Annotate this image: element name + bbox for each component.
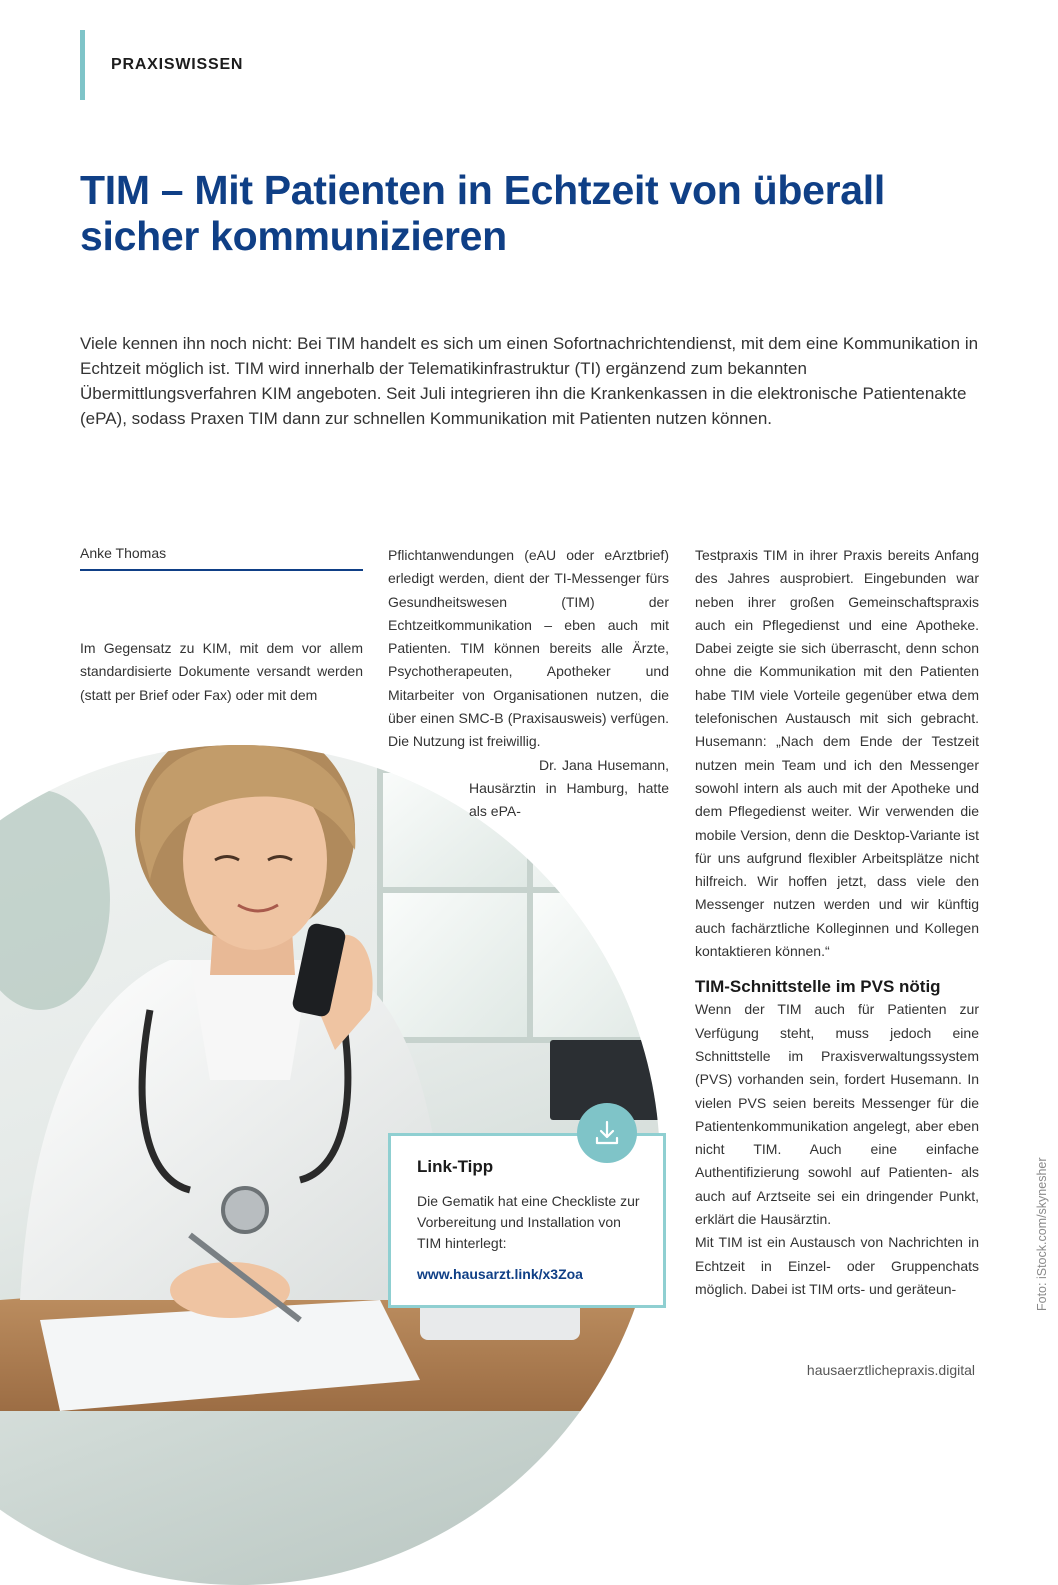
section-label: PRAXISWISSEN [111,56,244,73]
doctor-illustration [0,745,660,1411]
col2-paragraph-b: Dr. Jana Husemann, Hausärztin in Hamburg, hatte als ePA- [469,756,669,820]
article-lead: Viele kennen ihn noch nicht: Bei TIM handelt es sich um einen Sofortnachrichtendienst, mit dem eine Kommunikation in Echtzeit möglich ist. TIM wird innerhalb der Telematikinfrastruktur (TI) ergänzend zum bekannten Übermittlungsverfahren KIM angeboten. Seit Juli integrieren ihn die Krankenkassen in die elektronische Patientenakte (ePA), sodass Praxen TIM dann zur schnellen Kommunikation mit Patienten nutzen können. [80,334,979,428]
link-tip-url[interactable]: www.hausarzt.link/x3Zoa [417,1266,583,1282]
col3-paragraph: Testpraxis TIM in ihrer Praxis bereits Anfang des Jahres ausprobiert. Eingebunden war neben ihrer großen Gemeinschaftspraxis auch ein Pflegedienst und eine Apotheke. Dabei zeigte sie sich überrascht, denn schon ohne die Kommunikation mit den Patienten habe TIM viele Vorteile gegenüber etwa dem telefonischen Austausch mit sich gebracht. Husemann: „Nach dem Ende der Testzeit nutzen mein Team und ich den Messenger sowohl intern als auch mit der Apotheke und dem Pflegedienst weiter. Wir verwenden die mobile Version, denn die Desktop-Variante ist für uns aufgrund flexibler Arbeitsplätze nicht hilfreich. Wir hoffen jetzt, dass viele den Messenger nutzen werden und wir künftig auch fachärztliche Kolleginnen und Kollegen kontaktieren können.“ [695,547,979,960]
download-icon [577,1103,637,1163]
photo-credit: Foto: iStock.com/skynesher [1035,1157,1049,1311]
author-rule [80,569,363,571]
section-accent-bar [80,30,85,100]
col3-paragraph-c: Mit TIM ist ein Austausch von Nachrichten in Echtzeit in Einzel- oder Gruppenchats möglich. Dabei ist TIM orts- und geräteun- [695,1234,979,1297]
footer-site: hausaerztlichepraxis.digital [806,1362,975,1378]
col1-paragraph: Im Gegensatz zu KIM, mit dem vor allem standardisierte Dokumente versandt werden (statt per Brief oder Fax) oder mit dem [80,640,363,703]
col3-paragraph-b: Wenn der TIM auch für Patienten zur Verfügung steht, muss jedoch eine Schnittstelle im Praxisverwaltungssystem (PVS) vorhanden sein, fordert Husemann. In vielen PVS seien bereits Messenger für die Patientenkommunikation angelegt, aber eben nicht TIM. Auch eine einfache Authentifizierung sowohl auf Patienten- als auch auf Arztseite sei ein dringender Punkt, erklärt die Hausärztin. [695,1001,979,1228]
body-column-2 [388,544,669,824]
link-tip-text: Die Gematik hat eine Checkliste zur Vorbereitung und Installation von TIM hinterlegt: [417,1193,640,1251]
col2-paragraph: Pflichtanwendungen (eAU oder eArztbrief) erledigt werden, dient der TI-Messenger fürs Gesundheitswesen (TIM) der Echtzeitkommunikation – eben auch mit Patienten. TIM können bereits alle Ärzte, Psychotherapeuten, Apotheker und Mitarbeiter von Organisationen nutzen, die über einen SMC-B (Praxisausweis) verfügen. Die Nutzung ist freiwillig. [388,547,669,750]
body-column-1 [80,637,363,707]
link-tip-title: Link-Tipp [417,1157,494,1176]
author-name: Anke Thomas [80,545,167,561]
article-title: TIM – Mit Patienten in Echtzeit von überall sicher kommunizieren [80,167,885,259]
subheading: TIM-Schnittstelle im PVS nötig [695,977,941,997]
body-column-3 [695,544,979,1301]
